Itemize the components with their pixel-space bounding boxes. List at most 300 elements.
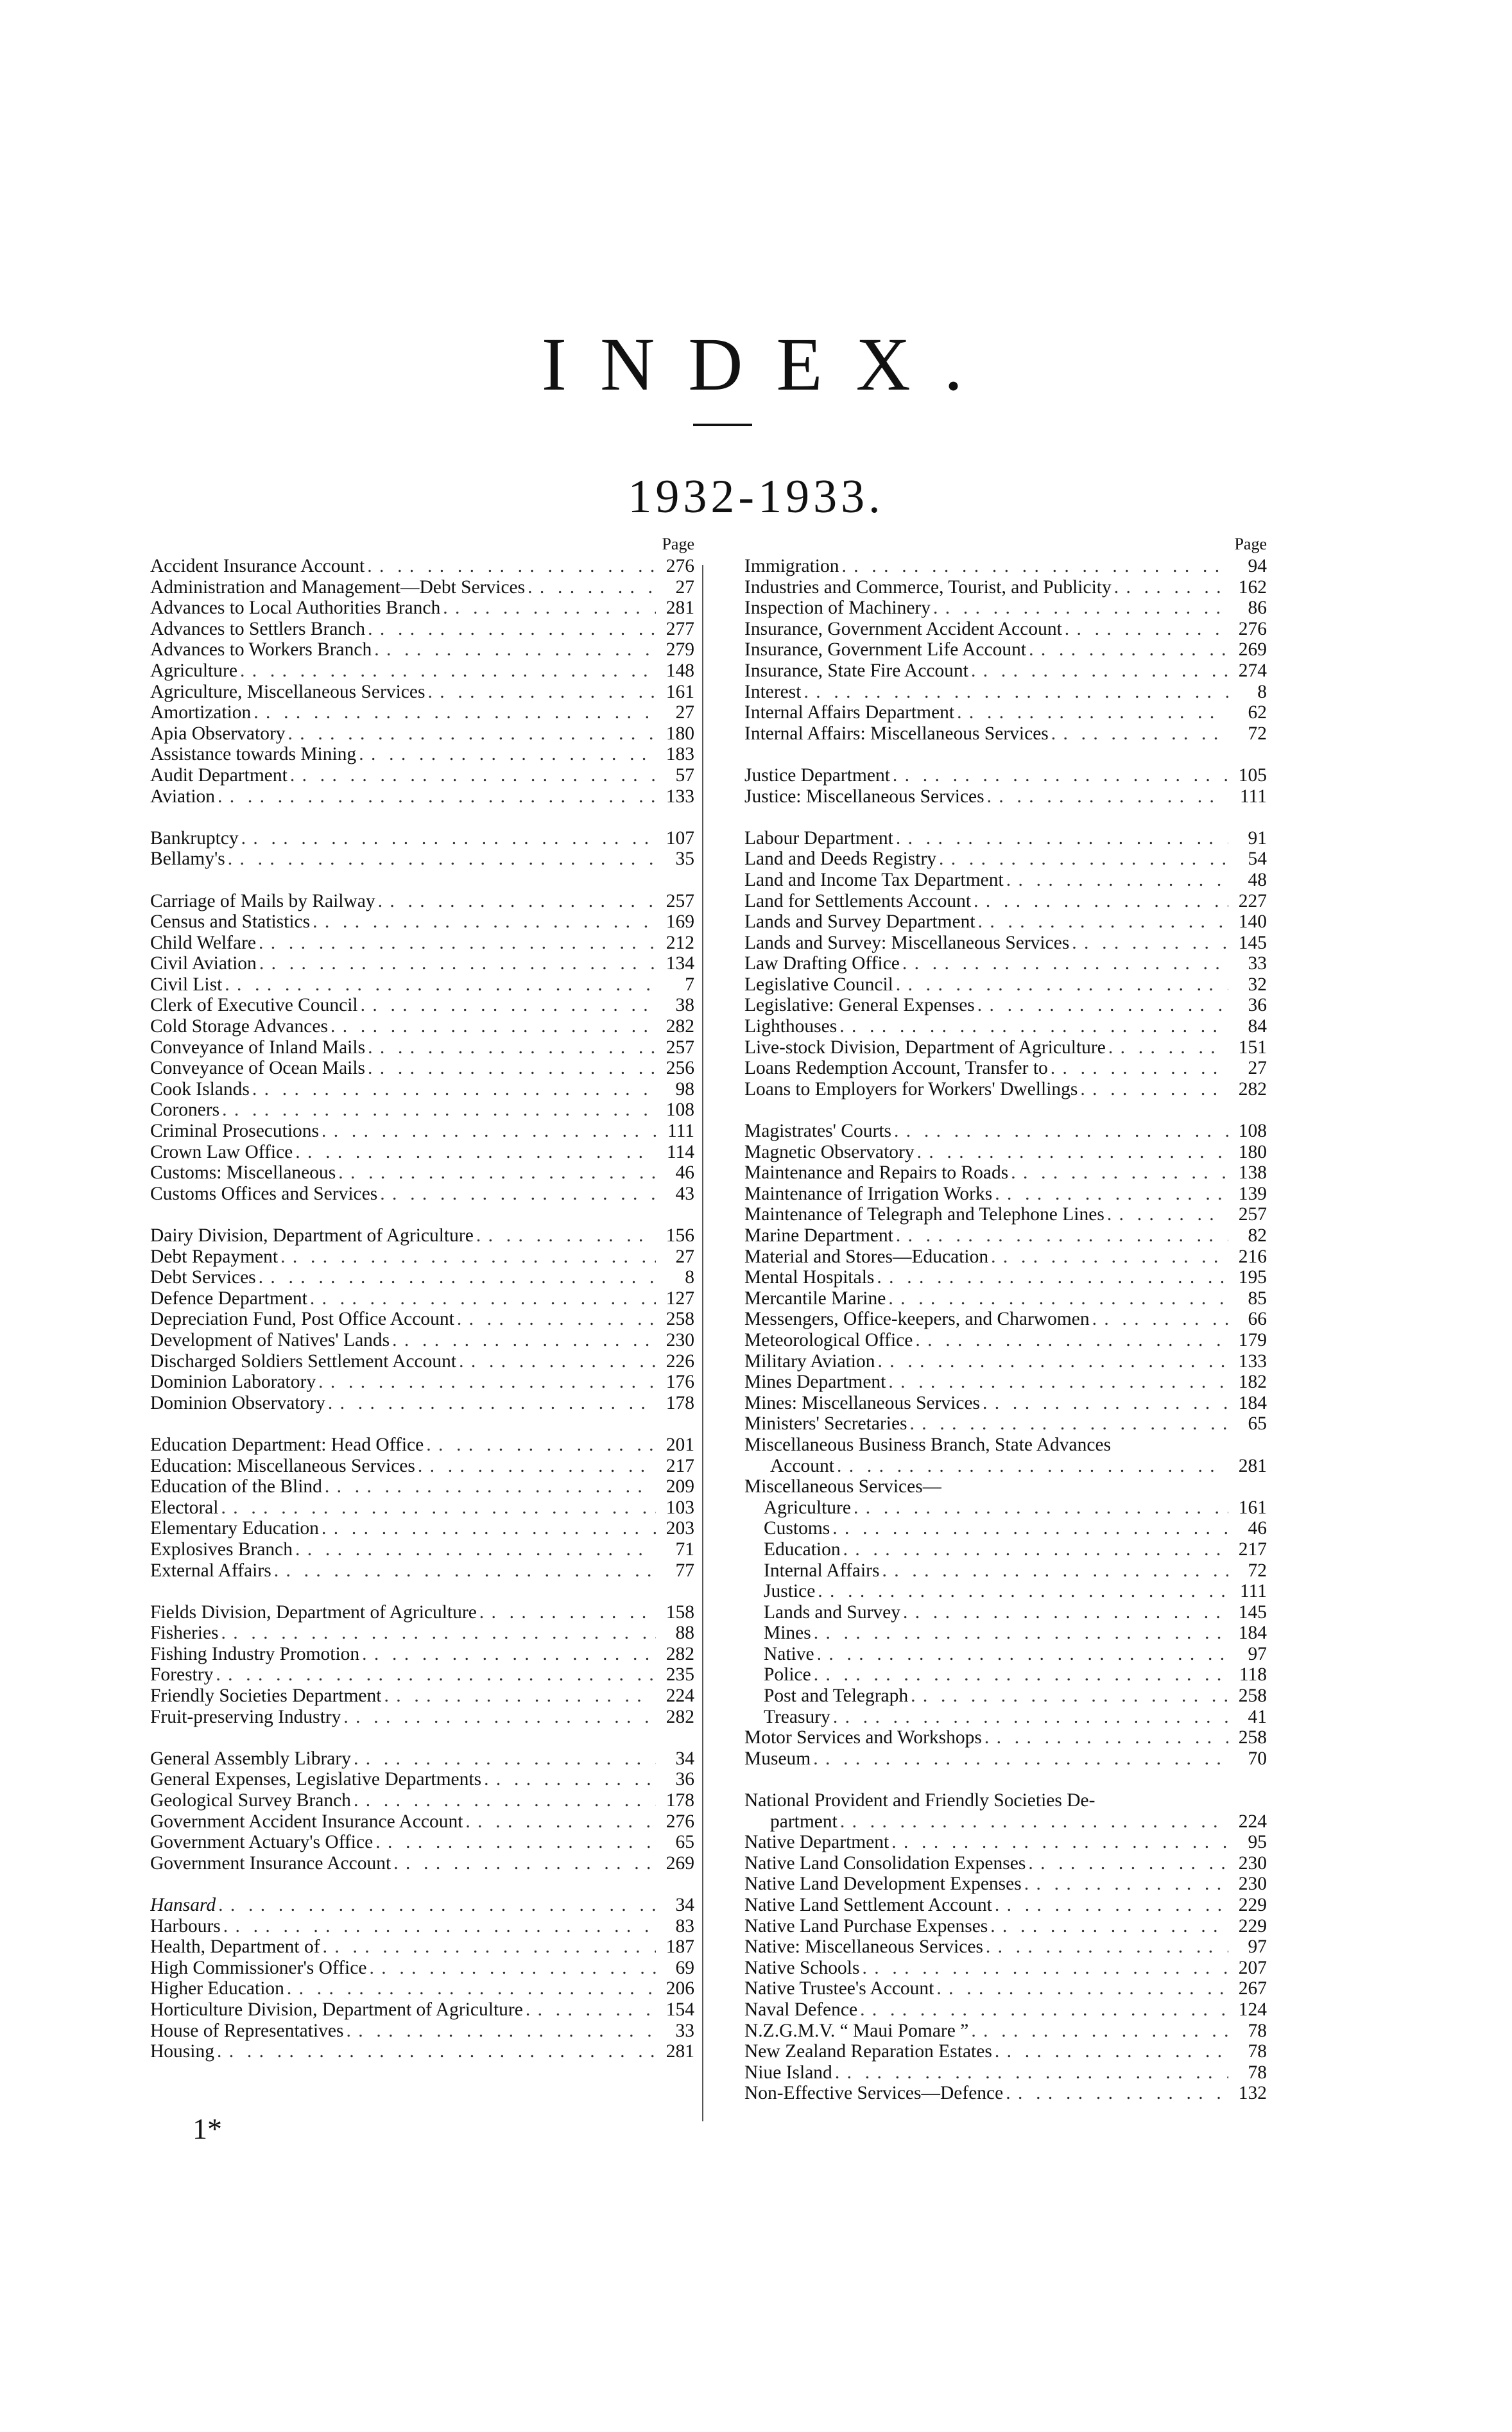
index-entry-title: House of Representatives [150, 2020, 344, 2041]
index-entry-title: Lands and Survey: Miscellaneous Services [744, 932, 1070, 953]
dot-leader [222, 974, 656, 996]
index-entry-page: 282 [666, 1016, 694, 1037]
index-entry-title: Apia Observatory [150, 723, 286, 744]
index-entry-page: 230 [666, 1329, 694, 1350]
dot-leader [391, 1853, 656, 1874]
index-entry-title: Ministers' Secretaries [744, 1413, 907, 1435]
index-entry-title: Mental Hospitals [744, 1267, 875, 1288]
index-entry-page: 72 [1248, 1560, 1267, 1581]
index-entry-page: 158 [666, 1601, 694, 1623]
dot-leader [351, 1790, 656, 1811]
index-entry [150, 1497, 694, 1519]
index-entry-page: 178 [666, 1392, 694, 1413]
index-entry-page: 48 [1248, 869, 1267, 890]
dot-leader [213, 1664, 656, 1686]
index-entry [744, 1518, 1267, 1539]
index-entry [150, 702, 694, 723]
dot-leader [215, 786, 656, 807]
index-entry-page: 145 [1238, 932, 1267, 953]
index-entry-title: Native Land Purchase Expenses [744, 1915, 988, 1936]
index-entry-title: Native Department [744, 1832, 889, 1853]
index-entry-page: 183 [666, 744, 694, 765]
index-entry-page: 54 [1248, 849, 1267, 870]
dot-leader [288, 765, 656, 786]
index-entry [150, 1560, 694, 1582]
dot-leader [237, 660, 656, 682]
dot-leader [1104, 1204, 1228, 1225]
index-entry-page: 78 [1248, 2062, 1267, 2083]
index-entry-title: Agriculture, Miscellaneous Services [150, 681, 425, 702]
index-entry [150, 1016, 694, 1037]
index-entry-title: Live-stock Division, Department of Agriculture [744, 1037, 1106, 1058]
index-entry-page: 70 [1248, 1748, 1267, 1769]
index-entry-title: Amortization [150, 702, 252, 723]
dot-leader [814, 1644, 1228, 1665]
index-entry-title: Insurance, Government Accident Account [744, 618, 1062, 639]
index-entry [150, 1664, 694, 1686]
dot-leader [1090, 1309, 1228, 1330]
index-entry [744, 1978, 1267, 1999]
index-entry-page: 277 [666, 618, 694, 639]
section-gap [150, 870, 694, 891]
dot-leader [992, 1895, 1228, 1916]
dot-leader [250, 1079, 656, 1100]
index-entry-title: Interest [744, 681, 802, 702]
index-entry-page: 276 [666, 556, 694, 576]
index-entry-page: 276 [1238, 618, 1267, 639]
index-entry [150, 1184, 694, 1205]
index-entry-page: 139 [1238, 1183, 1267, 1204]
index-entry [150, 1539, 694, 1560]
index-entry [150, 1686, 694, 1707]
index-entry [744, 1079, 1267, 1100]
dot-leader [293, 1539, 656, 1560]
index-entry-title: Defence Department [150, 1288, 307, 1309]
index-entry-title: Criminal Prosecutions [150, 1121, 320, 1142]
index-entry [150, 660, 694, 682]
index-entry-page: 206 [666, 1978, 694, 1999]
dot-leader [1106, 1037, 1228, 1058]
dot-leader [891, 1121, 1228, 1142]
dot-leader [525, 577, 656, 598]
index-entry [744, 2083, 1267, 2104]
index-entry-title: Advances to Settlers Branch [150, 618, 366, 639]
dot-leader [216, 1895, 656, 1916]
index-entry [150, 1351, 694, 1372]
index-entry-page: 111 [1239, 786, 1267, 807]
index-entry-title: Native Land Settlement Account [744, 1895, 992, 1915]
index-entry [744, 1999, 1267, 2021]
year-range: 1932-1933. [628, 470, 884, 523]
index-entry-title: Post and Telegraph [764, 1686, 909, 1707]
index-entry [744, 2062, 1267, 2083]
page-column-header: Page [662, 535, 694, 553]
dot-leader [915, 1142, 1228, 1163]
dot-leader [988, 1246, 1228, 1268]
index-entry [744, 995, 1267, 1016]
index-entry-title: Insurance, State Fire Account [744, 660, 968, 681]
dot-leader [425, 682, 656, 703]
index-entry-title: Niue Island [744, 2062, 832, 2083]
index-entry-page: 27 [675, 702, 694, 723]
index-entry-page: 161 [1238, 1497, 1267, 1518]
dot-leader [890, 765, 1228, 786]
index-entry [744, 1497, 1267, 1519]
index-entry-page: 27 [675, 1246, 694, 1267]
index-entry [744, 1832, 1267, 1853]
index-entry-page: 154 [666, 1999, 694, 2020]
dot-leader [830, 1518, 1228, 1539]
index-entry [744, 1748, 1267, 1770]
index-entry [150, 1330, 694, 1351]
index-entry [744, 1372, 1267, 1393]
index-entry [150, 1895, 694, 1916]
index-entry-page: 133 [666, 786, 694, 807]
index-entry-title: Bankruptcy [150, 827, 239, 849]
index-entry [150, 891, 694, 912]
index-entry [744, 1393, 1267, 1414]
index-entry-page: 78 [1248, 2020, 1267, 2041]
dot-leader [811, 1623, 1228, 1644]
index-entry-page: 274 [1238, 660, 1267, 681]
dot-leader [256, 933, 656, 954]
dot-leader [834, 1456, 1228, 1477]
dot-leader [992, 2041, 1228, 2062]
dot-leader [1003, 2083, 1228, 2104]
dot-leader [365, 619, 656, 640]
index-entry-page: 207 [1238, 1957, 1267, 1978]
index-entry-title: Lighthouses [744, 1016, 838, 1037]
dot-leader [811, 1748, 1228, 1770]
index-entry [744, 765, 1267, 786]
index-entry-title: Legislative Council [744, 974, 893, 995]
dot-leader [815, 1581, 1228, 1602]
index-entry-title: Labour Department [744, 827, 893, 849]
index-entry [150, 1936, 694, 1958]
index-entry-title: Crown Law Office [150, 1141, 293, 1162]
index-entry-page: 178 [666, 1790, 694, 1811]
index-entry [744, 849, 1267, 870]
index-entry-page: 176 [666, 1372, 694, 1393]
dot-leader [811, 1664, 1228, 1686]
dot-leader [1004, 870, 1228, 891]
dot-leader [900, 953, 1228, 974]
dot-leader [221, 1916, 656, 1937]
index-entry-title: Education [764, 1539, 841, 1560]
index-entry-title: Child Welfare [150, 932, 257, 953]
index-entry [744, 639, 1267, 660]
index-entry-title: Legislative: General Expenses [744, 995, 975, 1016]
index-entry [150, 849, 694, 870]
index-entry-title: Customs [764, 1518, 830, 1539]
index-entry-title: Miscellaneous Services— [744, 1476, 942, 1497]
index-entry-title: Native Schools [744, 1957, 860, 1978]
index-entry-title: Customs: Miscellaneous [150, 1162, 336, 1184]
dot-leader [1026, 1853, 1228, 1874]
index-entry [744, 1246, 1267, 1268]
dot-leader [875, 1351, 1228, 1372]
section-gap [744, 1769, 1267, 1790]
index-entry-page: 230 [1238, 1874, 1267, 1895]
index-entry-page: 182 [1238, 1372, 1267, 1393]
index-entry-title: Internal Affairs [764, 1560, 880, 1581]
dot-leader [908, 1686, 1228, 1707]
index-entry-title: Electoral [150, 1497, 219, 1518]
index-entry-title: Civil List [150, 974, 223, 995]
index-entry-page: 227 [1238, 890, 1267, 911]
dot-leader [893, 1225, 1228, 1246]
index-entry-title: Education: Miscellaneous Services [150, 1455, 415, 1476]
index-entry-title: Messengers, Office-keepers, and Charwomen [744, 1309, 1090, 1330]
index-entry-page: 78 [1248, 2041, 1267, 2062]
index-entry [744, 870, 1267, 891]
index-entry [150, 1916, 694, 1937]
index-entry-page: 132 [1238, 2083, 1267, 2104]
index-entry [744, 1121, 1267, 1142]
index-entry-title: Fields Division, Department of Agriculture [150, 1601, 477, 1623]
index-entry-page: 66 [1248, 1309, 1267, 1330]
index-entry-title: Agriculture [150, 660, 237, 681]
index-entry-title: Internal Affairs Department [744, 702, 955, 723]
index-entry-title: Mines [764, 1623, 811, 1644]
index-entry-title: Higher Education [150, 1978, 284, 1999]
index-entry-page: 97 [1248, 1643, 1267, 1664]
index-entry [150, 619, 694, 640]
index-entry-title: Maintenance and Repairs to Roads [744, 1162, 1009, 1184]
index-entry [150, 1372, 694, 1393]
dot-leader [293, 1142, 656, 1163]
index-entry-title: Coroners [150, 1100, 220, 1121]
dot-leader [454, 1309, 656, 1330]
dot-leader [874, 1267, 1228, 1288]
index-entry [744, 933, 1267, 954]
dot-leader [954, 702, 1228, 723]
index-entry-page: 267 [1238, 1978, 1267, 1999]
index-entry-page: 148 [666, 660, 694, 681]
index-entry [150, 786, 694, 807]
index-column-left [150, 533, 694, 2062]
dot-leader [365, 1058, 656, 1079]
dot-leader [278, 1246, 656, 1268]
dot-leader [310, 911, 656, 933]
dot-leader [832, 2062, 1228, 2083]
index-entry-title: Housing [150, 2041, 214, 2062]
index-entry [744, 619, 1267, 640]
page-title: INDEX. [541, 322, 997, 406]
index-entry-title: Fisheries [150, 1623, 219, 1644]
index-entry [744, 1853, 1267, 1874]
index-entry-title: Debt Services [150, 1267, 256, 1288]
index-entry [150, 1435, 694, 1456]
index-entry-title: General Expenses, Legislative Departments [150, 1769, 482, 1790]
index-entry-page: 269 [1238, 639, 1267, 660]
dot-leader [341, 1707, 656, 1728]
index-entry [150, 639, 694, 660]
dot-leader [980, 1393, 1228, 1414]
index-entry-page: 77 [675, 1560, 694, 1581]
index-entry [744, 786, 1267, 807]
index-entry-page: 111 [667, 1121, 694, 1142]
index-entry [744, 1058, 1267, 1079]
dot-leader [982, 1727, 1228, 1748]
index-entry-page: 65 [1248, 1413, 1267, 1435]
index-entry-title: Loans to Employers for Workers' Dwellings [744, 1078, 1078, 1100]
dot-leader [372, 639, 656, 660]
index-entry-title: Justice [764, 1581, 816, 1602]
dot-leader [322, 1476, 656, 1497]
index-entry [150, 995, 694, 1016]
index-entry-title: Conveyance of Inland Mails [150, 1037, 366, 1058]
dot-leader [889, 1832, 1228, 1853]
index-entry [744, 1623, 1267, 1644]
index-entry [744, 1476, 1267, 1497]
index-entry [150, 974, 694, 996]
dot-leader [325, 1393, 656, 1414]
dot-leader [218, 1497, 656, 1519]
index-entry-page: 269 [666, 1852, 694, 1874]
index-entry [150, 723, 694, 745]
index-entry-page: 108 [1238, 1121, 1267, 1142]
index-entry-page: 46 [675, 1162, 694, 1184]
index-entry [150, 1999, 694, 2021]
index-entry-title: Geological Survey Branch [150, 1790, 351, 1811]
index-entry [150, 1162, 694, 1184]
index-entry-title: Military Aviation [744, 1350, 875, 1372]
index-entry-title: External Affairs [150, 1560, 271, 1581]
index-entry-page: 179 [1238, 1329, 1267, 1350]
dot-leader [880, 1560, 1229, 1582]
index-entry [744, 911, 1267, 933]
index-entry [150, 1393, 694, 1414]
index-entry [744, 1895, 1267, 1916]
index-entry [744, 2041, 1267, 2062]
index-entry [150, 1142, 694, 1163]
dot-leader [390, 1330, 656, 1351]
index-entry-title: Land and Income Tax Department [744, 869, 1004, 890]
index-entry-page: 212 [666, 932, 694, 953]
index-entry-page: 107 [666, 827, 694, 849]
index-entry [744, 974, 1267, 996]
index-entry [150, 1832, 694, 1853]
dot-leader [907, 1413, 1228, 1435]
index-entry-title: Magistrates' Courts [744, 1121, 891, 1142]
dot-leader [343, 2021, 656, 2042]
dot-leader [968, 2021, 1228, 2042]
dot-leader [284, 1978, 656, 1999]
index-entry-page: 38 [675, 995, 694, 1016]
index-entry [150, 933, 694, 954]
dot-leader [463, 1811, 656, 1833]
index-entry-page: 257 [1238, 1204, 1267, 1225]
index-entry [744, 1142, 1267, 1163]
dot-leader [859, 1958, 1228, 1979]
index-entry-page: 282 [666, 1643, 694, 1664]
index-entry [150, 1100, 694, 1121]
dot-leader [1026, 639, 1228, 660]
dot-leader [931, 598, 1228, 619]
index-entry-page: 235 [666, 1664, 694, 1686]
index-entry-page: 258 [1238, 1686, 1267, 1707]
dot-leader [934, 1978, 1228, 1999]
index-entry [744, 1686, 1267, 1707]
index-entry [744, 1664, 1267, 1686]
index-entry-page: 162 [1238, 576, 1267, 598]
dot-leader [893, 828, 1228, 849]
index-entry-page: 138 [1238, 1162, 1267, 1184]
index-entry-title: Marine Department [744, 1225, 893, 1246]
index-entry [744, 1184, 1267, 1205]
index-entry-page: 71 [675, 1539, 694, 1560]
dot-leader [971, 891, 1228, 912]
index-entry [744, 1413, 1267, 1435]
index-entry-title: Government Actuary's Office [150, 1832, 374, 1853]
index-entry-title: Material and Stores—Education [744, 1246, 989, 1267]
index-entry-title: Law Drafting Office [744, 953, 900, 974]
index-entry-title: National Provident and Friendly Societies De- [744, 1790, 1095, 1811]
dot-leader [900, 1602, 1228, 1623]
index-entry [150, 1602, 694, 1623]
index-entry-title: Fishing Industry Promotion [150, 1643, 360, 1664]
index-entry-title: Cook Islands [150, 1078, 250, 1100]
index-entry-title: Motor Services and Workshops [744, 1727, 982, 1748]
index-entry [744, 682, 1267, 703]
index-entry [744, 1309, 1267, 1330]
index-entry-title: Hansard [150, 1895, 216, 1915]
index-entry-page: 27 [675, 576, 694, 598]
index-entry-page: 195 [1238, 1267, 1267, 1288]
index-entry-page: 114 [666, 1141, 694, 1162]
index-entry-title: Dominion Laboratory [150, 1372, 316, 1393]
index-entry-title: Police [764, 1664, 811, 1686]
index-entry-title: Museum [744, 1748, 811, 1769]
index-entry-title: Mines: Miscellaneous Services [744, 1392, 981, 1413]
index-entry [744, 1037, 1267, 1058]
dot-leader [988, 1916, 1228, 1937]
index-entry [744, 1644, 1267, 1665]
dot-leader [373, 1832, 656, 1853]
index-entry-title: Accident Insurance Account [150, 556, 365, 576]
index-entry [744, 1936, 1267, 1958]
index-entry-title: Carriage of Mails by Railway [150, 890, 375, 911]
index-entry-title: Explosives Branch [150, 1539, 293, 1560]
index-entry-title: partment [770, 1811, 838, 1832]
index-entry-title: Fruit-preserving Industry [150, 1706, 341, 1727]
index-entry-title: Lands and Survey [764, 1601, 901, 1623]
index-entry [744, 1602, 1267, 1623]
index-entry-page: 281 [1238, 1455, 1267, 1476]
index-entry-title: Depreciation Fund, Post Office Account [150, 1309, 454, 1330]
index-entry [150, 1246, 694, 1268]
index-entry-page: 34 [675, 1895, 694, 1915]
index-entry-title: Civil Aviation [150, 953, 257, 974]
dot-leader [837, 1016, 1228, 1037]
dot-leader [841, 1539, 1228, 1560]
dot-leader [251, 702, 656, 723]
index-entry-page: 258 [666, 1309, 694, 1330]
dot-leader [358, 995, 656, 1016]
index-entry-page: 134 [666, 953, 694, 974]
index-entry [744, 1204, 1267, 1225]
dot-leader [968, 660, 1228, 682]
index-entry [150, 1456, 694, 1477]
index-entry-title: Treasury [764, 1706, 830, 1727]
dot-leader [1008, 1162, 1228, 1184]
index-entry [744, 1916, 1267, 1937]
index-entry [150, 1707, 694, 1728]
index-entry-title: Debt Repayment [150, 1246, 279, 1267]
index-entry [150, 953, 694, 974]
index-entry-title: General Assembly Library [150, 1748, 351, 1769]
